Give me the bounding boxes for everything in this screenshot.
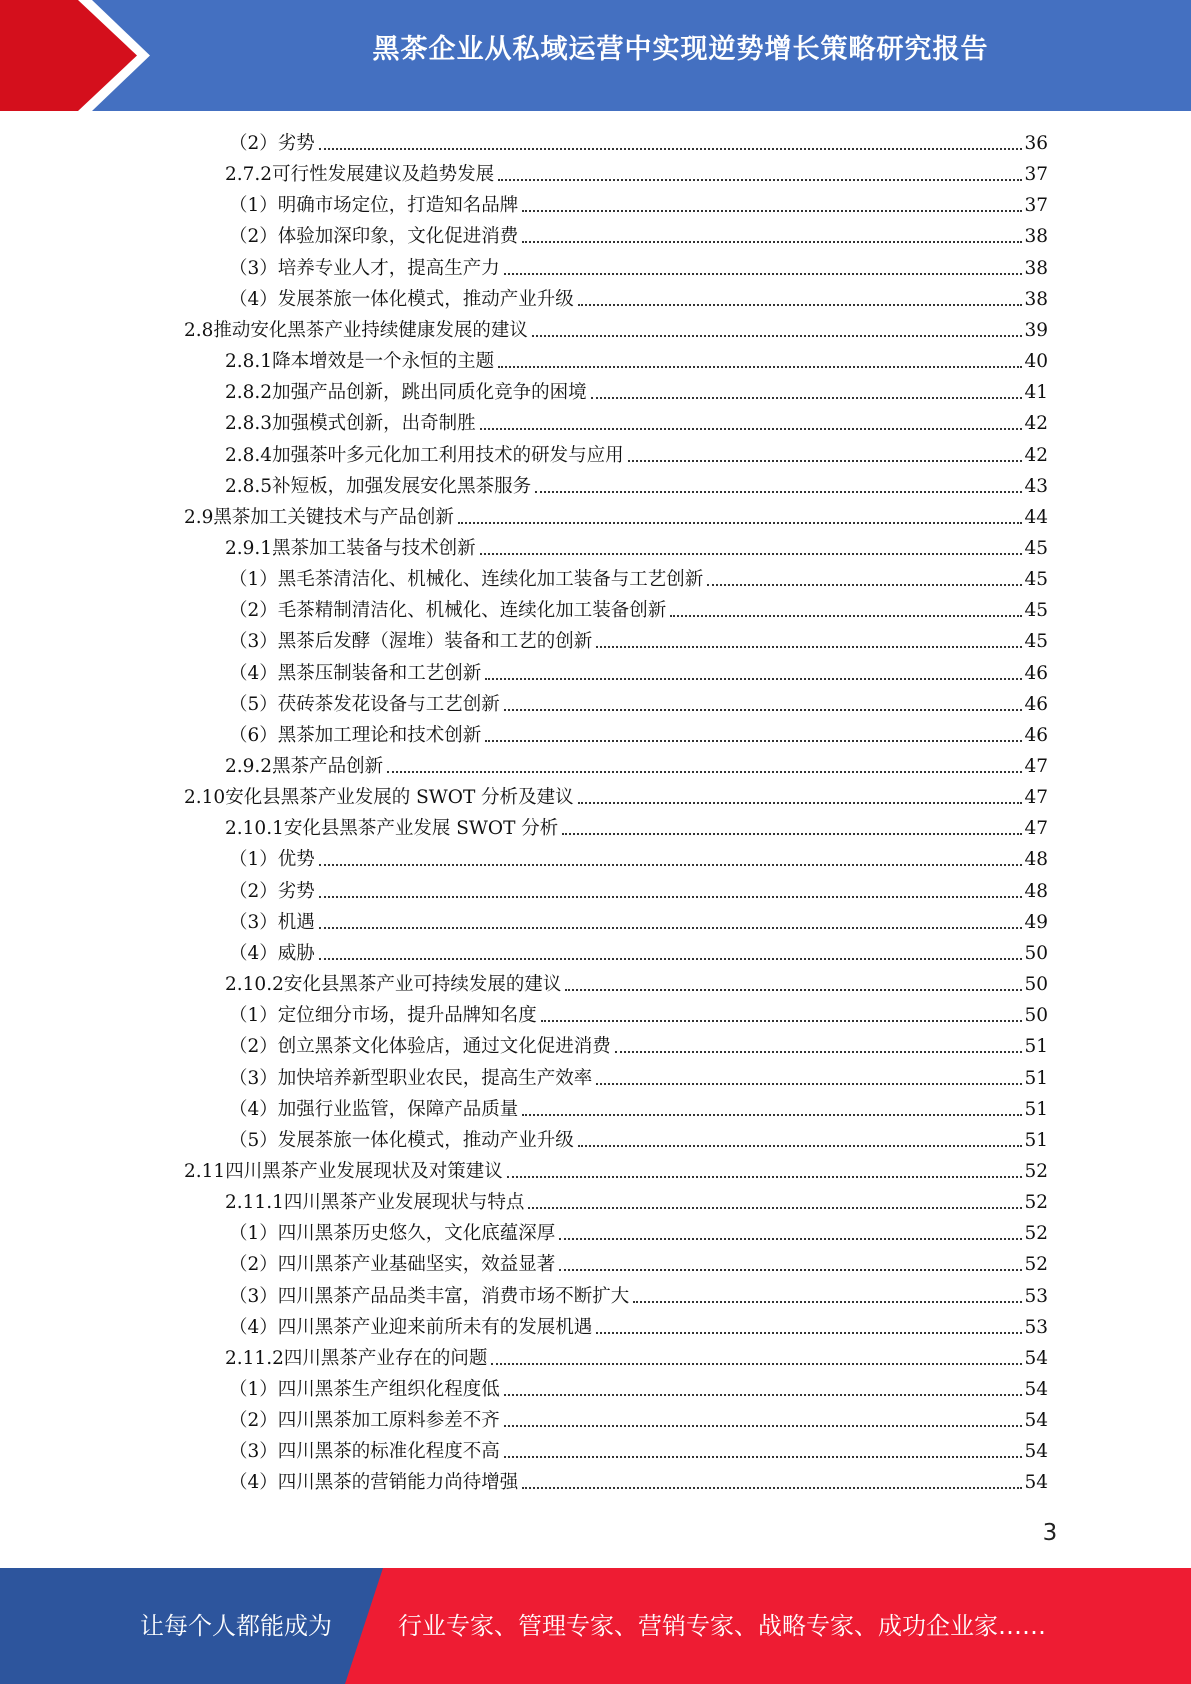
toc-entry-page: 40 bbox=[1024, 351, 1048, 373]
toc-leader-dots bbox=[507, 1175, 1023, 1178]
toc-entry-number: 2.11.1 bbox=[225, 1192, 284, 1214]
toc-entry-page: 54 bbox=[1024, 1472, 1048, 1494]
toc-entry-number: （1） bbox=[229, 195, 278, 217]
toc-entry-number: （5） bbox=[229, 1129, 278, 1151]
toc-entry[interactable] bbox=[225, 471, 1048, 502]
footer-slogan-right: 行业专家、管理专家、营销专家、战略专家、成功企业家…… bbox=[398, 1612, 1046, 1640]
toc-entry-number: 2.8 bbox=[184, 319, 214, 341]
toc-entry-page: 54 bbox=[1024, 1379, 1048, 1400]
toc-entry-label: 黑茶产品创新 bbox=[272, 756, 384, 777]
toc-entry-number: （2） bbox=[229, 133, 278, 154]
toc-leader-dots bbox=[504, 1393, 1023, 1396]
toc-entry[interactable] bbox=[229, 1063, 1048, 1094]
toc-entry-number: 2.10.1 bbox=[225, 818, 284, 840]
toc-entry[interactable] bbox=[225, 408, 1048, 439]
toc-entry-page: 38 bbox=[1024, 257, 1048, 279]
toc-leader-dots bbox=[504, 708, 1023, 711]
toc-entry-label: 四川黑茶的标准化程度不高 bbox=[277, 1441, 500, 1463]
toc-entry[interactable] bbox=[229, 1281, 1048, 1312]
toc-entry-label: 四川黑茶产业迎来前所未有的发展机遇 bbox=[277, 1316, 593, 1338]
toc-entry[interactable] bbox=[225, 969, 1048, 1000]
toc-entry-page: 36 bbox=[1024, 133, 1048, 154]
toc-entry[interactable] bbox=[229, 128, 1048, 159]
toc-leader-dots bbox=[528, 1206, 1022, 1209]
toc-leader-dots bbox=[458, 521, 1023, 524]
toc-entry-number: （2） bbox=[229, 1254, 278, 1276]
toc-entry-label: 黑茶加工装备与技术创新 bbox=[272, 537, 476, 559]
toc-entry-number: 2.11.2 bbox=[225, 1347, 284, 1369]
toc-entry-page: 39 bbox=[1024, 319, 1048, 341]
toc-leader-dots bbox=[670, 614, 1022, 617]
toc-entry-number: （4） bbox=[229, 942, 278, 964]
toc-entry-label: 黑茶加工关键技术与产品创新 bbox=[213, 506, 454, 528]
toc-leader-dots bbox=[596, 1331, 1022, 1334]
toc-entry-number: （1） bbox=[229, 1005, 278, 1027]
toc-entry-page: 54 bbox=[1024, 1347, 1048, 1369]
toc-entry[interactable] bbox=[229, 658, 1048, 689]
toc-entry-page: 48 bbox=[1024, 849, 1048, 871]
toc-entry-label: 加强模式创新，出奇制胜 bbox=[272, 413, 476, 435]
toc-entry[interactable] bbox=[184, 315, 1048, 346]
toc-leader-dots bbox=[319, 957, 1023, 960]
toc-entry-page: 50 bbox=[1024, 942, 1048, 964]
toc-entry-number: 2.10.2 bbox=[225, 974, 284, 996]
toc-entry-page: 49 bbox=[1024, 911, 1048, 933]
toc-leader-dots bbox=[559, 1268, 1022, 1271]
toc-leader-dots bbox=[480, 427, 1023, 430]
toc-entry-label: 威胁 bbox=[277, 942, 315, 964]
toc-leader-dots bbox=[498, 178, 1022, 181]
toc-entry-page: 38 bbox=[1024, 226, 1048, 248]
toc-entry[interactable] bbox=[225, 159, 1048, 190]
toc-entry[interactable] bbox=[225, 440, 1048, 471]
toc-entry-page: 42 bbox=[1024, 413, 1048, 435]
toc-entry-number: （3） bbox=[229, 1067, 278, 1089]
toc-entry[interactable] bbox=[225, 751, 1048, 782]
toc-entry-page: 52 bbox=[1024, 1192, 1048, 1214]
toc-entry-label: 黑茶压制装备和工艺创新 bbox=[277, 662, 482, 684]
toc-entry-page: 45 bbox=[1024, 600, 1048, 622]
toc-entry-number: 2.8.3 bbox=[225, 413, 273, 435]
toc-entry-label: 培养专业人才，提高生产力 bbox=[277, 257, 500, 279]
toc-entry-page: 51 bbox=[1024, 1036, 1048, 1058]
toc-entry[interactable] bbox=[229, 1249, 1048, 1280]
toc-entry-label: 加强产品创新，跳出同质化竞争的困境 bbox=[272, 382, 587, 404]
toc-entry-label: 黑茶加工理论和技术创新 bbox=[277, 724, 482, 746]
toc-entry[interactable] bbox=[229, 253, 1048, 284]
toc-entry-number: （2） bbox=[229, 600, 278, 622]
toc-entry-page: 47 bbox=[1024, 818, 1048, 840]
toc-leader-dots bbox=[522, 209, 1022, 212]
toc-entry-label: 定位细分市场，提升品牌知名度 bbox=[277, 1005, 537, 1027]
toc-leader-dots bbox=[485, 739, 1022, 742]
toc-entry-number: （5） bbox=[229, 693, 278, 715]
toc-entry[interactable] bbox=[225, 346, 1048, 377]
toc-entry[interactable] bbox=[229, 720, 1048, 751]
toc-entry-label: 劣势 bbox=[277, 133, 315, 154]
toc-leader-dots bbox=[541, 1019, 1023, 1022]
toc-entry[interactable] bbox=[229, 1094, 1048, 1125]
toc-entry-number: 2.7.2 bbox=[225, 164, 273, 186]
toc-entry-number: 2.8.2 bbox=[225, 382, 273, 404]
toc-entry[interactable] bbox=[225, 533, 1048, 564]
toc-entry-label: 体验加深印象，文化促进消费 bbox=[277, 226, 519, 248]
toc-entry-page: 44 bbox=[1024, 506, 1048, 528]
toc-entry-label: 发展茶旅一体化模式，推动产业升级 bbox=[277, 1129, 574, 1151]
toc-entry-label: 发展茶旅一体化模式，推动产业升级 bbox=[277, 288, 574, 310]
toc-entry[interactable] bbox=[229, 626, 1048, 657]
toc-leader-dots bbox=[522, 240, 1022, 243]
toc-leader-dots bbox=[565, 988, 1022, 991]
toc-entry[interactable] bbox=[229, 1374, 1048, 1405]
toc-leader-dots bbox=[628, 459, 1023, 462]
toc-entry[interactable] bbox=[229, 938, 1048, 969]
toc-entry-number: 2.8.4 bbox=[225, 444, 273, 466]
toc-entry-label: 可行性发展建议及趋势发展 bbox=[272, 164, 495, 186]
toc-leader-dots bbox=[504, 272, 1023, 275]
toc-entry-number: （2） bbox=[229, 1036, 278, 1058]
toc-entry-number: （3） bbox=[229, 257, 278, 279]
toc-leader-dots bbox=[491, 1362, 1022, 1365]
toc-leader-dots bbox=[596, 645, 1022, 648]
toc-entry-label: 加强茶叶多元化加工利用技术的研发与应用 bbox=[272, 444, 624, 466]
toc-entry-label: 降本增效是一个永恒的主题 bbox=[272, 351, 495, 373]
toc-entry-label: 四川黑茶产品品类丰富，消费市场不断扩大 bbox=[277, 1285, 630, 1307]
toc-entry-number: （4） bbox=[229, 1472, 278, 1494]
toc-entry[interactable] bbox=[229, 221, 1048, 252]
toc-entry-number: （1） bbox=[229, 1379, 278, 1400]
toc-entry-page: 41 bbox=[1024, 382, 1048, 404]
toc-entry-number: （6） bbox=[229, 724, 278, 746]
toc-entry-number: （3） bbox=[229, 1285, 278, 1307]
toc-leader-dots bbox=[522, 1113, 1022, 1116]
toc-entry-number: （4） bbox=[229, 288, 278, 310]
toc-entry-number: （3） bbox=[229, 631, 278, 653]
toc-entry[interactable] bbox=[184, 1156, 1048, 1187]
toc-leader-dots bbox=[319, 895, 1023, 898]
toc-entry-label: 茯砖茶发花设备与工艺创新 bbox=[277, 693, 500, 715]
toc-entry-number: 2.8.1 bbox=[225, 351, 273, 373]
toc-entry-label: 加快培养新型职业农民，提高生产效率 bbox=[277, 1067, 593, 1089]
toc-entry[interactable] bbox=[229, 1405, 1048, 1436]
page-number: 3 bbox=[1042, 1520, 1058, 1546]
toc-entry-page: 46 bbox=[1024, 662, 1048, 684]
toc-leader-dots bbox=[591, 396, 1023, 399]
toc-leader-dots bbox=[319, 147, 1023, 150]
footer-slogan-left: 让每个人都能成为 bbox=[140, 1612, 332, 1640]
toc-entry-label: 毛茶精制清洁化、机械化、连续化加工装备创新 bbox=[277, 600, 667, 622]
toc-entry-page: 52 bbox=[1024, 1160, 1048, 1182]
report-title: 黑茶企业从私域运营中实现逆势增长策略研究报告 bbox=[372, 34, 989, 65]
toc-entry-label: 四川黑茶产业存在的问题 bbox=[283, 1347, 488, 1369]
toc-entry-number: （4） bbox=[229, 1316, 278, 1338]
toc-entry[interactable] bbox=[225, 1187, 1048, 1218]
toc-entry-number: （1） bbox=[229, 569, 278, 591]
toc-entry[interactable] bbox=[184, 502, 1048, 533]
toc-entry[interactable] bbox=[229, 689, 1048, 720]
toc-entry[interactable] bbox=[229, 595, 1048, 626]
toc-entry[interactable] bbox=[229, 1467, 1048, 1498]
toc-entry-label: 四川黑茶加工原料参差不齐 bbox=[277, 1410, 500, 1432]
toc-leader-dots bbox=[504, 1424, 1023, 1427]
toc-entry[interactable] bbox=[229, 1218, 1048, 1249]
toc-entry-page: 52 bbox=[1024, 1223, 1048, 1245]
toc-entry-label: 四川黑茶产业基础坚实，效益显著 bbox=[277, 1254, 556, 1276]
toc-leader-dots bbox=[559, 1237, 1022, 1240]
toc-entry-label: 四川黑茶生产组织化程度低 bbox=[277, 1379, 500, 1400]
toc-entry-number: （2） bbox=[229, 1410, 278, 1432]
toc-entry-number: （1） bbox=[229, 849, 278, 871]
toc-entry-page: 42 bbox=[1024, 444, 1048, 466]
toc-entry-label: 补短板，加强发展安化黑茶服务 bbox=[272, 475, 532, 497]
toc-entry-page: 53 bbox=[1024, 1285, 1048, 1307]
toc-leader-dots bbox=[562, 832, 1022, 835]
toc-entry-page: 37 bbox=[1024, 164, 1048, 186]
toc-entry-label: 加强行业监管，保障产品质量 bbox=[277, 1098, 519, 1120]
toc-entry-page: 45 bbox=[1024, 569, 1048, 591]
toc-entry[interactable] bbox=[229, 1031, 1048, 1062]
toc-entry-label: 四川黑茶产业发展现状与特点 bbox=[283, 1192, 525, 1214]
toc-leader-dots bbox=[387, 770, 1022, 773]
toc-entry-page: 38 bbox=[1024, 288, 1048, 310]
toc-entry-label: 推动安化黑茶产业持续健康发展的建议 bbox=[213, 319, 528, 341]
toc-entry[interactable] bbox=[184, 782, 1048, 813]
toc-entry-page: 52 bbox=[1024, 1254, 1048, 1276]
toc-entry-number: 2.9 bbox=[184, 506, 214, 528]
toc-entry-number: （4） bbox=[229, 1098, 278, 1120]
toc-leader-dots bbox=[498, 365, 1022, 368]
toc-entry-page: 37 bbox=[1024, 195, 1048, 217]
toc-entry-number: （3） bbox=[229, 911, 278, 933]
toc-leader-dots bbox=[532, 334, 1023, 337]
toc-entry[interactable] bbox=[229, 876, 1048, 907]
toc-leader-dots bbox=[615, 1050, 1023, 1053]
toc-entry-label: 四川黑茶的营销能力尚待增强 bbox=[277, 1472, 519, 1494]
toc-entry-label: 创立黑茶文化体验店，通过文化促进消费 bbox=[277, 1036, 611, 1058]
toc-entry-number: （3） bbox=[229, 1441, 278, 1463]
toc-entry-page: 43 bbox=[1024, 475, 1048, 497]
toc-entry-label: 劣势 bbox=[277, 880, 315, 902]
toc-entry-page: 53 bbox=[1024, 1316, 1048, 1338]
toc-entry-label: 四川黑茶产业发展现状及对策建议 bbox=[225, 1160, 503, 1182]
toc-entry-page: 54 bbox=[1024, 1410, 1048, 1432]
toc-entry-number: 2.10 bbox=[184, 787, 226, 809]
toc-entry[interactable] bbox=[229, 190, 1048, 221]
toc-entry[interactable] bbox=[225, 1343, 1048, 1374]
toc-entry[interactable] bbox=[229, 1125, 1048, 1156]
toc-leader-dots bbox=[504, 1455, 1023, 1458]
toc-entry-page: 48 bbox=[1024, 880, 1048, 902]
toc-leader-dots bbox=[578, 801, 1023, 804]
toc-entry-page: 50 bbox=[1024, 974, 1048, 996]
toc-leader-dots bbox=[596, 1082, 1022, 1085]
toc-entry[interactable] bbox=[229, 564, 1048, 595]
toc-entry-number: 2.9.2 bbox=[225, 756, 273, 777]
toc-leader-dots bbox=[319, 926, 1023, 929]
toc-leader-dots bbox=[633, 1300, 1022, 1303]
toc-entry-number: （1） bbox=[229, 1223, 278, 1245]
toc-entry[interactable] bbox=[225, 813, 1048, 844]
toc-entry-page: 46 bbox=[1024, 693, 1048, 715]
toc-leader-dots bbox=[485, 677, 1022, 680]
toc-entry-page: 45 bbox=[1024, 537, 1048, 559]
toc-entry-number: （2） bbox=[229, 226, 278, 248]
toc-leader-dots bbox=[707, 583, 1022, 586]
toc-entry-label: 安化县黑茶产业发展 SWOT 分析 bbox=[283, 818, 559, 840]
toc-entry-number: （2） bbox=[229, 880, 278, 902]
toc-entry-page: 45 bbox=[1024, 631, 1048, 653]
page-footer bbox=[0, 1568, 1191, 1684]
toc-entry[interactable] bbox=[229, 1312, 1048, 1343]
toc-entry-label: 明确市场定位，打造知名品牌 bbox=[277, 195, 519, 217]
toc-entry-page: 47 bbox=[1024, 787, 1048, 809]
toc-entry-label: 黑茶后发酵（渥堆）装备和工艺的创新 bbox=[277, 631, 593, 653]
toc-leader-dots bbox=[535, 490, 1022, 493]
toc-entry-page: 51 bbox=[1024, 1067, 1048, 1089]
toc-entry-label: 优势 bbox=[277, 849, 315, 871]
red-chevron-icon bbox=[0, 0, 160, 111]
toc-entry-page: 46 bbox=[1024, 724, 1048, 746]
toc-entry[interactable] bbox=[229, 1436, 1048, 1467]
toc-entry[interactable] bbox=[229, 1000, 1048, 1031]
toc-leader-dots bbox=[319, 863, 1023, 866]
toc-leader-dots bbox=[522, 1486, 1022, 1489]
toc-entry-number: 2.8.5 bbox=[225, 475, 273, 497]
toc-entry[interactable] bbox=[229, 284, 1048, 315]
toc-entry-page: 47 bbox=[1024, 756, 1048, 777]
toc-leader-dots bbox=[578, 303, 1023, 306]
toc-entry-page: 54 bbox=[1024, 1441, 1048, 1463]
toc-entry[interactable] bbox=[225, 377, 1048, 408]
toc-entry[interactable] bbox=[229, 844, 1048, 875]
toc-entry-page: 51 bbox=[1024, 1098, 1048, 1120]
toc-entry-page: 51 bbox=[1024, 1129, 1048, 1151]
toc-entry[interactable] bbox=[229, 907, 1048, 938]
toc-leader-dots bbox=[480, 552, 1023, 555]
toc-entry-number: 2.9.1 bbox=[225, 537, 273, 559]
toc-leader-dots bbox=[578, 1144, 1023, 1147]
toc-entry-label: 四川黑茶历史悠久，文化底蕴深厚 bbox=[277, 1223, 556, 1245]
toc-entry-label: 黑毛茶清洁化、机械化、连续化加工装备与工艺创新 bbox=[277, 569, 704, 591]
toc-entry-number: 2.11 bbox=[184, 1160, 226, 1182]
page-header bbox=[0, 0, 1191, 111]
toc-entry-label: 安化县黑茶产业发展的 SWOT 分析及建议 bbox=[225, 787, 574, 809]
toc-entry-number: （4） bbox=[229, 662, 278, 684]
toc-entry-page: 50 bbox=[1024, 1005, 1048, 1027]
toc-entry-label: 机遇 bbox=[277, 911, 315, 933]
toc-entry-label: 安化县黑茶产业可持续发展的建议 bbox=[283, 974, 562, 996]
